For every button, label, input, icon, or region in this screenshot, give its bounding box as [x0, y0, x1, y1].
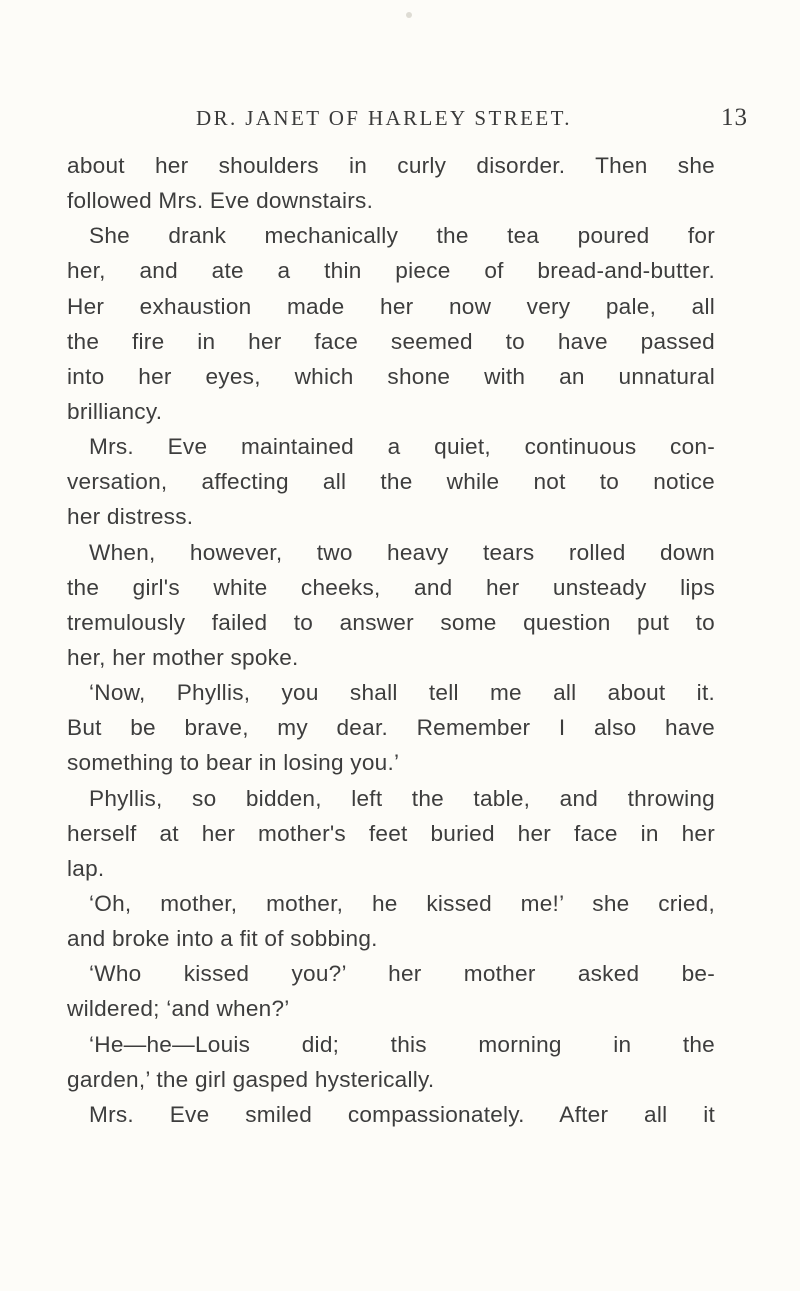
text-line: When, however, two heavy tears rolled down	[89, 539, 715, 565]
text-line: Her exhaustion made her now very pale, all	[67, 293, 715, 319]
text-line: garden,’ the girl gasped hysterically.	[67, 1066, 435, 1092]
text-line: followed Mrs. Eve downstairs.	[67, 188, 374, 214]
text-line: and broke into a fit of sobbing.	[67, 926, 378, 952]
text-line: the fire in her face seemed to have passed	[67, 328, 715, 354]
running-title: DR. JANET OF HARLEY STREET.	[196, 106, 572, 130]
body-text	[67, 148, 715, 1132]
text-line: ‘Now, Phyllis, you shall tell me all about it.	[89, 680, 715, 706]
text-line: ‘He—he—Louis did; this morning in the	[89, 1031, 715, 1057]
text-line: ‘Who kissed you?’ her mother asked be-	[89, 961, 715, 987]
text-line: something to bear in losing you.’	[67, 750, 400, 776]
text-line: her distress.	[67, 504, 194, 530]
text-line: her, and ate a thin piece of bread-and-butter.	[67, 258, 715, 284]
text-line: brilliancy.	[67, 398, 163, 424]
running-head	[196, 106, 750, 136]
page-number: 13	[721, 104, 748, 131]
text-line: wildered; ‘and when?’	[67, 996, 290, 1022]
text-line: But be brave, my dear. Remember I also have	[67, 715, 715, 741]
text-line: Phyllis, so bidden, left the table, and throwing	[89, 785, 715, 811]
text-line: lap.	[67, 855, 105, 881]
text-line: into her eyes, which shone with an unnatural	[67, 363, 715, 389]
text-line: herself at her mother's feet buried her face in her	[67, 820, 715, 846]
text-line: Mrs. Eve smiled compassionately. After all it	[89, 1101, 715, 1127]
text-line: her, her mother spoke.	[67, 644, 299, 670]
text-line: versation, affecting all the while not to notice	[67, 469, 715, 495]
text-line: about her shoulders in curly disorder. Then she	[67, 153, 715, 178]
text-line: She drank mechanically the tea poured for	[89, 223, 715, 249]
text-line: Mrs. Eve maintained a quiet, continuous con-	[89, 434, 715, 460]
text-line: tremulously failed to answer some question put to	[67, 609, 715, 635]
text-line: ‘Oh, mother, mother, he kissed me!’ she cried,	[89, 890, 715, 916]
paper-spot	[406, 12, 412, 18]
text-line: the girl's white cheeks, and her unsteady lips	[67, 574, 715, 600]
